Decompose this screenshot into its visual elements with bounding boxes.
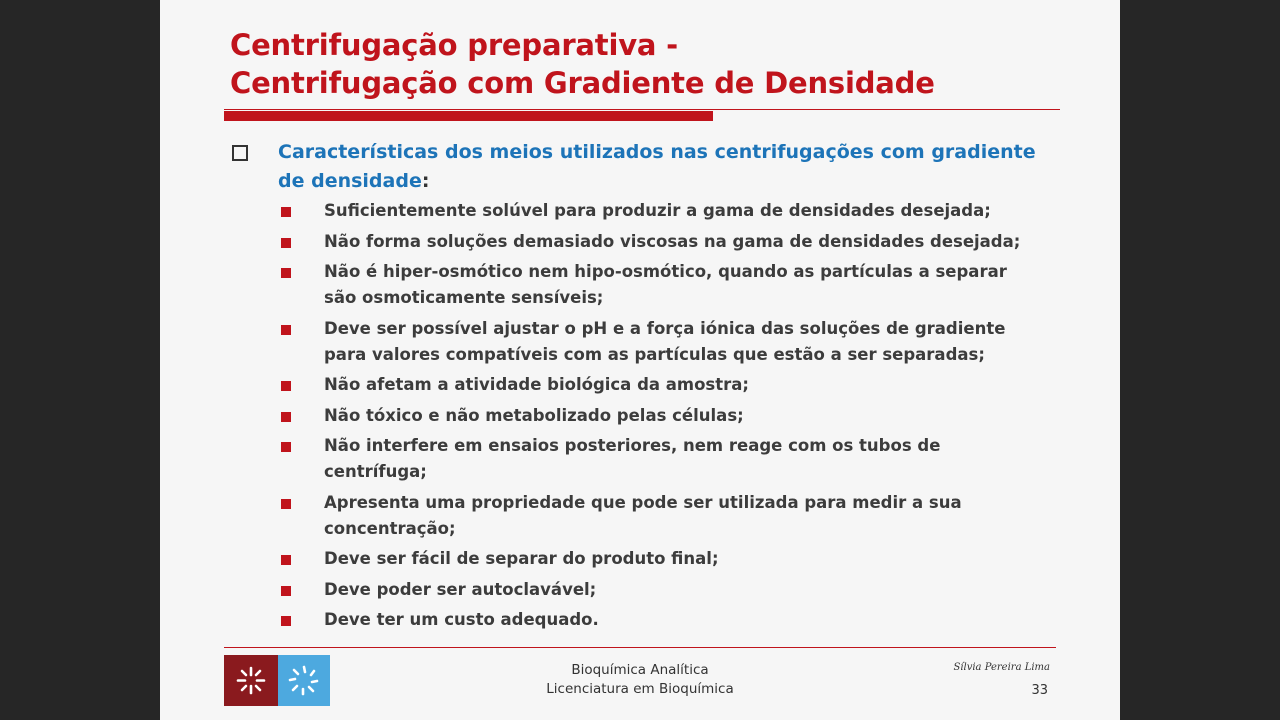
red-square-bullet-icon <box>281 555 291 565</box>
university-logo-icon <box>224 655 278 706</box>
list-item <box>160 316 1044 368</box>
criteria-list <box>160 198 1120 638</box>
slide-title <box>230 26 935 102</box>
list-item-text: Não tóxico e não metabolizado pelas células; <box>324 405 744 425</box>
red-square-bullet-icon <box>281 325 291 335</box>
school-logo-icon <box>278 655 330 706</box>
footer-divider <box>224 647 1056 648</box>
list-item-text: Não interfere em ensaios posteriores, nem reage com os tubos de centrífuga; <box>324 436 941 481</box>
slide <box>160 0 1120 720</box>
list-item <box>160 403 1044 429</box>
course-name: Bioquímica Analítica <box>571 662 709 678</box>
red-square-bullet-icon <box>281 238 291 248</box>
square-bullet-icon <box>232 145 248 161</box>
list-item-text: Deve poder ser autoclavável; <box>324 579 597 599</box>
section-heading <box>278 138 1068 196</box>
red-square-bullet-icon <box>281 207 291 217</box>
list-item <box>160 372 1044 398</box>
list-item <box>160 546 1044 572</box>
section-heading-colon: : <box>421 170 430 192</box>
degree-name: Licenciatura em Bioquímica <box>546 681 734 697</box>
page-number: 33 <box>1031 683 1048 698</box>
red-square-bullet-icon <box>281 499 291 509</box>
red-square-bullet-icon <box>281 268 291 278</box>
title-divider <box>224 109 1060 110</box>
list-item-text: Suficientemente solúvel para produzir a gama de densidades desejada; <box>324 201 991 220</box>
title-accent-bar <box>224 111 713 121</box>
list-item <box>160 259 1044 311</box>
list-item <box>160 229 1044 255</box>
red-square-bullet-icon <box>281 381 291 391</box>
list-item-text: Não afetam a atividade biológica da amostra; <box>324 375 749 394</box>
red-square-bullet-icon <box>281 442 291 452</box>
title-line-2: Centrifugação com Gradiente de Densidade <box>230 66 935 100</box>
list-item-text: Apresenta uma propriedade que pode ser utilizada para medir a sua concentração; <box>324 492 962 538</box>
list-item <box>160 433 1044 485</box>
list-item <box>160 577 1044 603</box>
list-item-text: Deve ser possível ajustar o pH e a força iónica das soluções de gradiente para valores compatíveis com as partículas que estão a ser separadas; <box>324 318 1006 364</box>
title-line-1: Centrifugação preparativa - <box>230 28 679 62</box>
section-heading-text: Características dos meios utilizados nas centrifugações com gradiente de densidade <box>278 141 1036 192</box>
course-info <box>480 661 800 699</box>
red-square-bullet-icon <box>281 616 291 626</box>
list-item-text: Não é hiper-osmótico nem hipo-osmótico, quando as partículas a separar são osmoticamente sensíveis; <box>324 262 1007 307</box>
author-signature: Sílvia Pereira Lima <box>953 662 1050 673</box>
red-square-bullet-icon <box>281 412 291 422</box>
list-item <box>160 198 1044 224</box>
list-item-text: Não forma soluções demasiado viscosas na gama de densidades desejada; <box>324 231 1021 251</box>
red-square-bullet-icon <box>281 586 291 596</box>
list-item-text: Deve ter um custo adequado. <box>324 610 599 629</box>
list-item <box>160 607 1044 633</box>
list-item-text: Deve ser fácil de separar do produto final; <box>324 549 719 568</box>
list-item <box>160 490 1044 542</box>
